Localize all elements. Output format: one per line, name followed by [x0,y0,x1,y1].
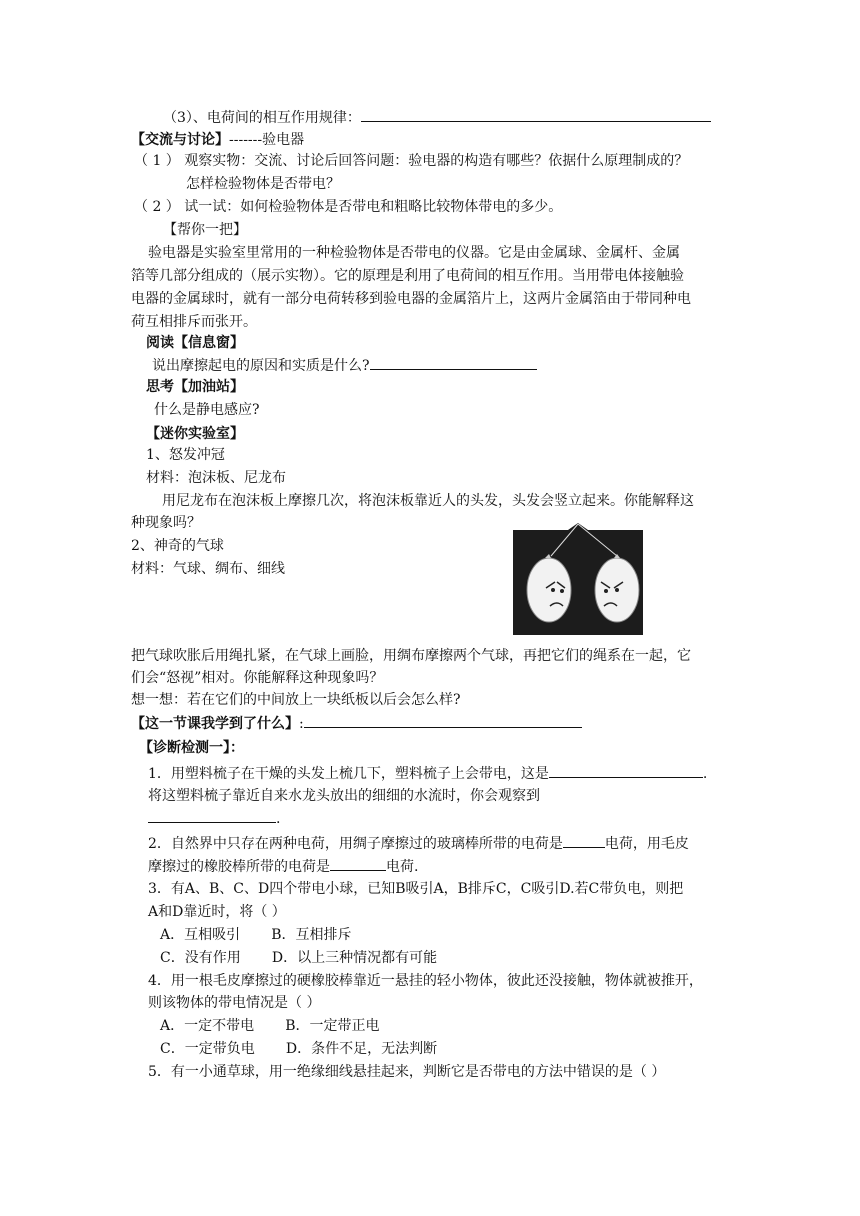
help-paragraph-line4: 荷互相排斥而张开。 [131,314,257,330]
discussion-heading-line [131,130,304,150]
test-q3-line1: 3．有A、B、C、D四个带电小球，已知B吸引A，B排斥C，C吸引D.若C带负电，则把 [148,881,684,897]
help-paragraph-line1: 验电器是实验室里常用的一种检验物体是否带电的仪器。它是由金属球、金属杆、金属 [148,245,680,261]
mini-lab-heading: 【迷你实验室】 [146,426,244,442]
learned-heading: 【这一节课我学到了什么】 [131,716,299,732]
experiment2-desc-line2: 们会“怒视”相对。你能解释这种现象吗？ [131,670,384,686]
experiment1-title: 1、怒发冲冠 [146,447,225,463]
learned-answer-blank[interactable] [304,713,582,728]
law-answer-blank[interactable] [361,107,711,122]
thinking-question: 什么是静电感应? [154,402,260,418]
test-q1-period2: . [276,811,281,827]
experiment2-title: 2、神奇的气球 [131,538,224,554]
learned-colon: : [299,716,304,732]
test-q1-text: 1．用塑料梳子在干燥的头发上梳几下，塑料梳子上会带电，这是 [148,766,549,782]
test-q4-options-row2[interactable]: C．一定带负电 D．条件不足，无法判断 [160,1041,438,1057]
reading-question: 说出摩擦起电的原因和实质是什么? [152,358,370,374]
help-paragraph-line3: 电器的金属球时，就有一部分电荷转移到验电器的金属箔片上，这两片金属箔由于带同种电 [131,291,691,307]
test-q1-line2: 将这塑料梳子靠近自来水龙头放出的细细的水流时，你会观察到 [148,788,540,804]
help-heading: 【帮你一把】 [163,222,247,238]
law-line [163,107,711,128]
discussion-heading: 【交流与讨论】 [131,132,229,148]
experiment2-think: 想一想：若在它们的中间放上一块纸板以后会怎么样? [131,692,461,708]
balloon-faces-illustration [513,522,643,635]
discussion-q1-line1: （ 1 ） 观察实物：交流、讨论后回答问题：验电器的构造有哪些？依据什么原理制成的？ [134,153,689,169]
test-heading: 【诊断检测一】： [139,740,244,756]
test-q2-text-mid: 电荷，用毛皮 [604,836,689,852]
test-q2-text2: 摩擦过的橡胶棒所带的电荷是 [148,859,330,875]
test-q4-options-row1[interactable]: A．一定不带电 B．一定带正电 [160,1018,380,1034]
test-q1-line3 [148,808,280,829]
reading-answer-blank[interactable] [370,355,537,370]
test-q5-line1: 5．有一小通草球，用一绝缘细线悬挂起来，判断它是否带电的方法中错误的是（ ） [148,1064,666,1080]
test-q4-line2: 则该物体的带电情况是（ ） [148,995,321,1011]
test-q3-options-row1[interactable]: A．互相吸引 B．互相排斥 [160,927,352,943]
test-q4-line1: 4．用一根毛皮摩擦过的硬橡胶棒靠近一悬挂的轻小物体，彼此还没接触，物体就被推开， [148,973,703,989]
reading-question-line [152,355,537,376]
test-q1-blank2[interactable] [148,808,276,823]
discussion-q2: （ 2 ） 试一试：如何检验物体是否带电和粗略比较物体带电的多少。 [134,199,563,215]
test-q2-blank2[interactable] [330,856,386,871]
test-q2-line2 [148,856,418,877]
experiment1-desc-line2: 种现象吗？ [131,515,201,531]
help-paragraph-line2: 箔等几部分组成的（展示实物）。它的原理是利用了电荷间的相互作用。当用带电体接触验 [131,268,684,284]
test-q3-options-row2[interactable]: C．没有作用 D．以上三种情况都有可能 [160,950,438,966]
test-q2-blank1[interactable] [563,833,605,848]
law-text: （3）、电荷间的相互作用规律： [163,110,361,126]
reading-heading: 阅读【信息窗】 [146,335,244,351]
experiment2-materials: 材料：气球、绸布、细线 [131,561,285,577]
thinking-heading: 思考【加油站】 [146,379,244,395]
experiment1-materials: 材料：泡沫板、尼龙布 [146,470,286,486]
experiment1-desc-line1: 用尼龙布在泡沫板上摩擦几次，将泡沫板靠近人的头发，头发会竖立起来。你能解释这 [162,493,694,509]
test-q1-period1: . [702,766,708,782]
test-q2-line1 [148,833,689,854]
test-q2-text: 2．自然界中只存在两种电荷，用绸子摩擦过的玻璃棒所带的电荷是 [148,836,563,852]
test-q3-line2: A和D靠近时，将（ ） [148,904,286,920]
discussion-q1-line2: 怎样检验物体是否带电？ [186,176,340,192]
learned-line [131,713,582,734]
experiment2-desc-line1: 把气球吹胀后用绳扎紧，在气球上画脸，用绸布摩擦两个气球，再把它们的绳系在一起，它 [131,648,691,664]
test-q1-blank1[interactable] [549,763,703,778]
test-q1-line1 [148,763,707,784]
test-q2-text-end: 电荷. [386,859,419,875]
discussion-heading-suffix: -------验电器 [229,132,305,148]
